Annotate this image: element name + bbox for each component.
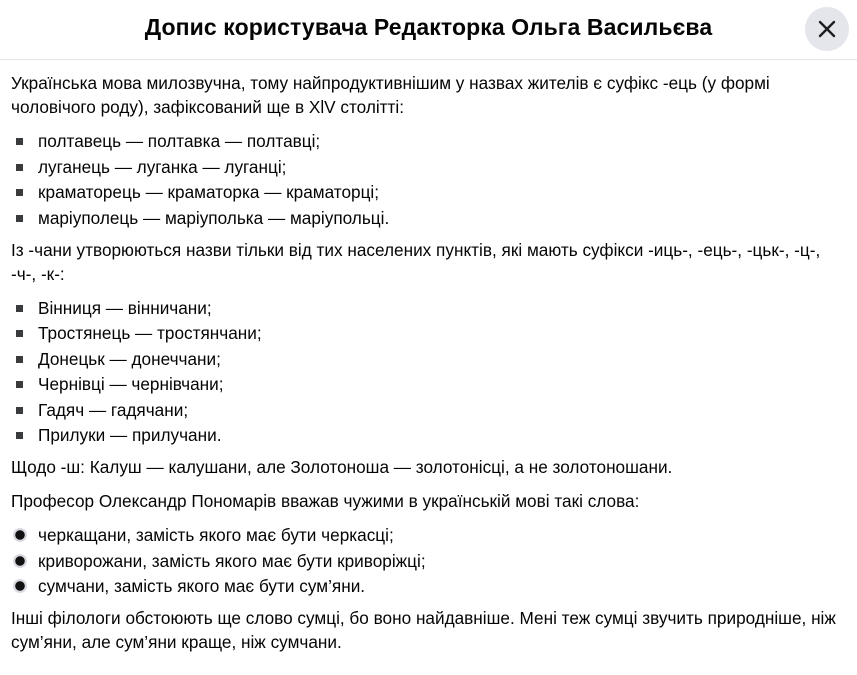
post-paragraph-intro: Українська мова милозвучна, тому найпродуктивнішим у назвах жителів є суфікс -ець (у формі чоловічого роду), зафіксований ще в XlV столітті:	[11, 73, 770, 117]
round-bullet-icon	[13, 528, 27, 542]
close-icon	[817, 19, 837, 39]
list-item: луганець — луганка — луганці;	[11, 155, 843, 179]
square-bullet-icon	[16, 330, 23, 337]
square-bullet-icon	[16, 189, 23, 196]
round-bullet-icon	[13, 579, 27, 593]
post-body	[11, 71, 843, 664]
post-paragraph-chany: Із -чани утворюються назви тільки від тих населених пунктів, які мають суфікси -иць-, -ець-, -цьк-, -ц-, -ч-, -к-:	[11, 239, 821, 284]
square-bullet-icon	[16, 305, 23, 312]
list-item: Донецьк — донеччани;	[11, 347, 843, 371]
dialog-title: Допис користувача Редакторка Ольга Васильєва	[144, 14, 713, 40]
list-item: Тростянець — тростянчани;	[11, 321, 843, 345]
list-item: криворожани, замість якого має бути криворіжці;	[11, 549, 843, 573]
list-item: полтавець — полтавка — полтавці;	[11, 129, 843, 153]
list-item: Вінниця — вінничани;	[11, 296, 843, 320]
list-item: Гадяч — гадячани;	[11, 398, 843, 422]
dialog-header	[0, 0, 857, 60]
square-bullet-icon	[16, 356, 23, 363]
post-paragraph-conclusion: Інші філологи обстоюють ще слово сумці, бо воно найдавніше. Мені теж сумці звучить природніше, ніж сум’яни, але сум’яни краще, ніж сумчани.	[11, 608, 836, 652]
post-paragraph-ponomariv: Професор Олександр Пономарів вважав чужими в українській мові такі слова:	[11, 491, 640, 511]
square-bullet-icon	[16, 138, 23, 145]
close-button[interactable]	[805, 7, 849, 51]
post-paragraph-sh: Щодо -ш: Калуш — калушани, але Золотоноша — золотонісці, а не золотоношани.	[11, 457, 673, 477]
round-bullet-icon	[13, 554, 27, 568]
list-item: Прилуки — прилучани.	[11, 423, 843, 447]
list-item: Чернівці — чернівчани;	[11, 372, 843, 396]
list-item: сумчани, замість якого має бути сум’яни.	[11, 574, 843, 598]
square-bullet-icon	[16, 164, 23, 171]
bullet-list-ets	[11, 129, 843, 230]
square-bullet-icon	[16, 215, 23, 222]
list-item: краматорець — краматорка — краматорці;	[11, 180, 843, 204]
list-item: маріуполець — маріуполька — маріупольці.	[11, 206, 843, 230]
list-item: черкащани, замість якого має бути черкасці;	[11, 523, 843, 547]
square-bullet-icon	[16, 432, 23, 439]
bullet-list-chany	[11, 296, 843, 448]
square-bullet-icon	[16, 381, 23, 388]
bullet-list-foreign-words	[11, 523, 843, 598]
square-bullet-icon	[16, 407, 23, 414]
